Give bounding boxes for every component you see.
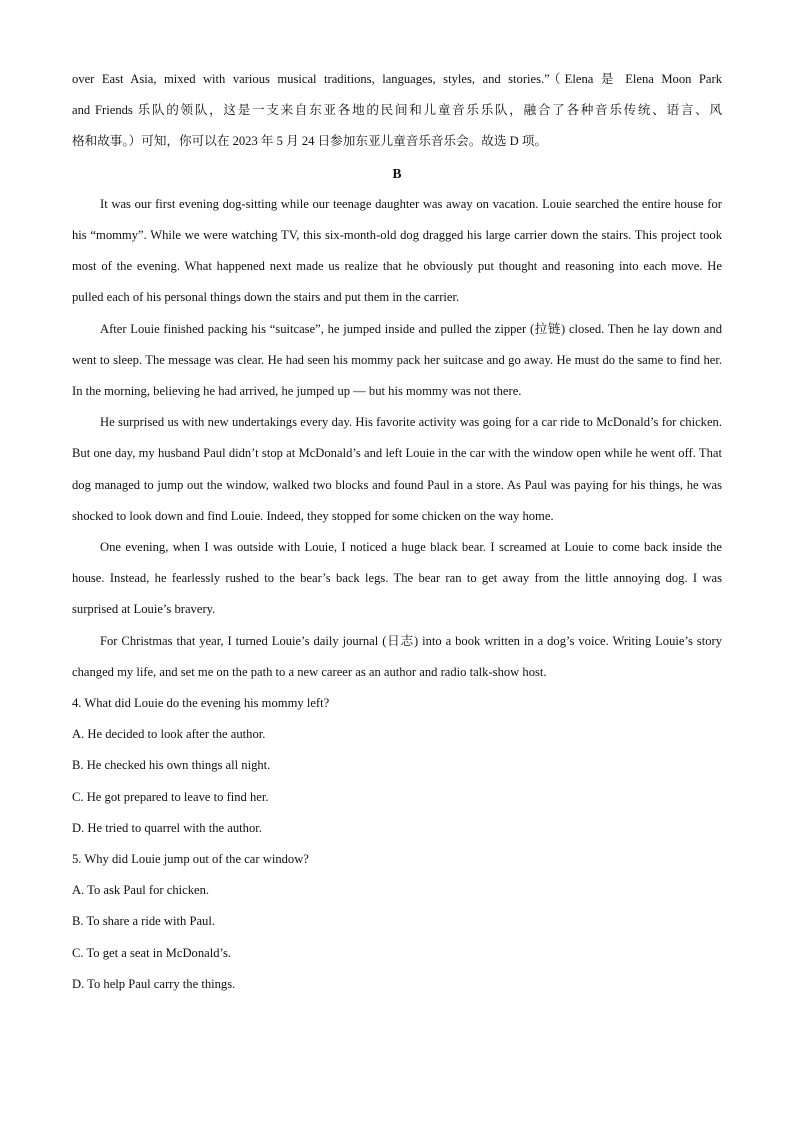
passage-paragraph-1: It was our first evening dog-sitting while our teenage daughter was away on vacation. Louie searched the entire house for his “mommy”. While we were watching TV, this six-month-old dog dragged his large carrier down the stairs. This project took most of the evening. What happened next made us realize that he obviously put thought and reasoning into each move. He pulled each of his personal things down the stairs and put them in the carrier.: [72, 196, 722, 305]
question-4-option-d: D. He tried to quarrel with the author.: [72, 820, 262, 835]
question-4-option-c: C. He got prepared to leave to find her.: [72, 789, 269, 804]
reading-passage: [72, 189, 722, 688]
question-5-stem: 5. Why did Louie jump out of the car window?: [72, 852, 309, 867]
question-block: [72, 688, 722, 1000]
answer-explanation: [72, 64, 722, 158]
question-5-option-d: D. To help Paul carry the things.: [72, 976, 236, 991]
passage-paragraph-4: One evening, when I was outside with Louie, I noticed a huge black bear. I screamed at Louie to come back inside the house. Instead, he fearlessly rushed to the bear’s back legs. The bear ran to get away from the little annoying dog. I was surprised at Louie’s bravery.: [72, 540, 722, 617]
passage-paragraph-3: He surprised us with new undertakings every day. His favorite activity was going for a car ride to McDonald’s for chicken. But one day, my husband Paul didn’t stop at McDonald’s and left Louie in the car with the window open while he went off. That dog managed to jump out the window, walked two blocks and found Paul in a store. As Paul was paying for his things, he was shocked to look down and find Louie. Indeed, they stopped for some chicken on the way home.: [72, 415, 722, 523]
passage-paragraph-2: After Louie finished packing his “suitcase”, he jumped inside and pulled the zipper (拉链) closed. Then he lay down and went to sleep. The message was clear. He had seen his mommy pack her suitcase and go away. He must do the same to find her. In the morning, believing he had arrived, he jumped up — but his mommy was not there.: [72, 321, 722, 399]
explanation-line-1: over East Asia, mixed with various musical traditions, languages, styles, and stories.”（Elena 是 Elena Moon Park: [72, 72, 722, 86]
question-4-stem: 4. What did Louie do the evening his mommy left?: [72, 696, 330, 711]
question-5-option-a: A. To ask Paul for chicken.: [72, 883, 210, 898]
explanation-line-3: 格和故事。）可知，你可以在 2023 年 5 月 24 日参加东亚儿童音乐音乐会。故选 D 项。: [72, 134, 548, 149]
question-5-option-b: B. To share a ride with Paul.: [72, 914, 215, 929]
passage-paragraph-5: For Christmas that year, I turned Louie’s daily journal (日志) into a book written in a dog’s voice. Writing Louie’s story changed my life, and set me on the path to a new career as an author and radio talk-show host.: [72, 633, 722, 679]
document-page: [72, 64, 722, 1000]
explanation-line-2: and Friends 乐队的领队，这是一支来自东亚各地的民间和儿童音乐乐队，融合了各种音乐传统、语言、风: [72, 103, 722, 118]
question-5-option-c: C. To get a seat in McDonald’s.: [72, 945, 232, 960]
question-4-option-a: A. He decided to look after the author.: [72, 727, 266, 742]
section-heading: B: [392, 165, 402, 181]
question-4-option-b: B. He checked his own things all night.: [72, 758, 271, 773]
